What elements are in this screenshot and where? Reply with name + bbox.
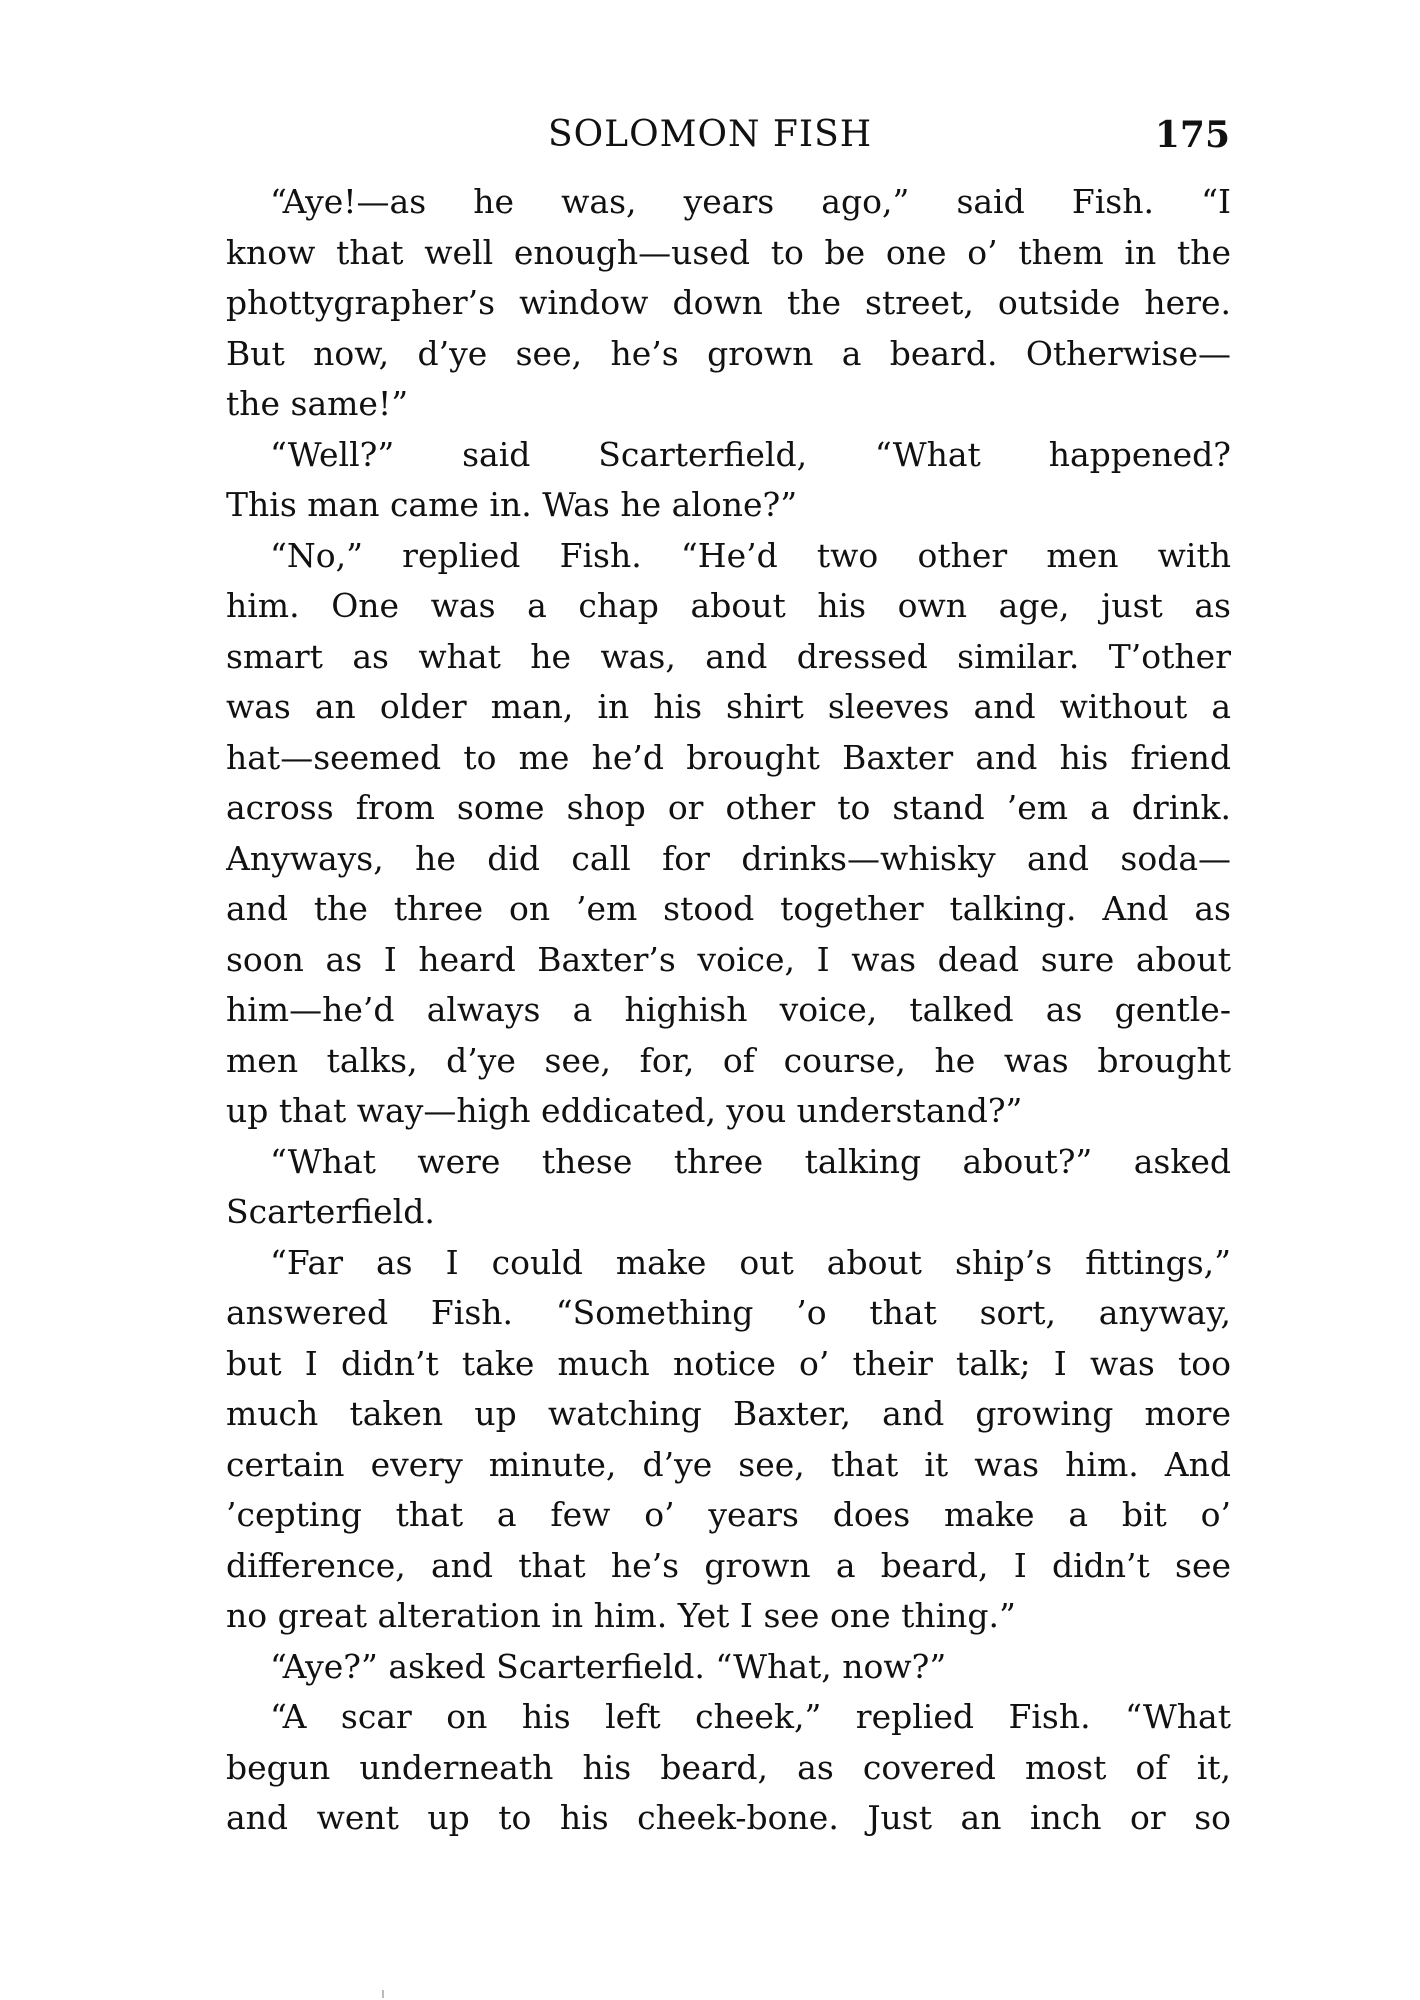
- text-line: smart as what he was, and dressed similar. T’other: [226, 636, 1231, 676]
- text-line: “Well?” said Scarterfield, “What happened?: [270, 434, 1231, 474]
- text-line: Anyways, he did call for drinks—whisky and soda—: [226, 838, 1231, 878]
- page-header: [228, 110, 1230, 170]
- text-line: him. One was a chap about his own age, just as: [226, 586, 1231, 625]
- text-line: no great alteration in him. Yet I see one thing.”: [226, 1596, 1016, 1635]
- scan-mark: [382, 1990, 384, 1998]
- text-line: “A scar on his left cheek,” replied Fish. “What: [270, 1697, 1231, 1736]
- text-line: “No,” replied Fish. “He’d two other men with: [270, 535, 1231, 575]
- text-line: was an older man, in his shirt sleeves and without a: [226, 687, 1231, 726]
- text-line: men talks, d’ye see, for, of course, he was brought: [226, 1040, 1231, 1080]
- text-line: the same!”: [226, 384, 409, 423]
- text-line: but I didn’t take much notice o’ their talk; I was too: [226, 1343, 1231, 1383]
- text-line: “What were these three talking about?” asked: [270, 1141, 1231, 1181]
- text-line: certain every minute, d’ye see, that it was him. And: [226, 1444, 1231, 1484]
- text-line: much taken up watching Baxter, and growing more: [226, 1394, 1231, 1433]
- text-line: and the three on ’em stood together talking. And as: [226, 889, 1231, 928]
- text-line: But now, d’ye see, he’s grown a beard. Otherwise—: [226, 333, 1231, 373]
- text-line: know that well enough—used to be one o’ them in the: [226, 232, 1231, 272]
- text-line: This man came in. Was he alone?”: [226, 485, 798, 524]
- page-number: 175: [1154, 114, 1230, 156]
- text-line: begun underneath his beard, as covered most of it,: [226, 1747, 1231, 1787]
- text-line: “Aye!—as he was, years ago,” said Fish. “I: [270, 182, 1231, 221]
- text-line: soon as I heard Baxter’s voice, I was dead sure about: [226, 939, 1231, 979]
- text-line: up that way—high eddicated, you understand?”: [226, 1091, 1023, 1130]
- text-line: phottygrapher’s window down the street, outside here.: [226, 283, 1231, 322]
- running-title: SOLOMON FISH: [548, 114, 873, 155]
- text-line: him—he’d always a highish voice, talked as gentle-: [226, 990, 1231, 1029]
- text-line: difference, and that he’s grown a beard, I didn’t see: [226, 1545, 1231, 1585]
- text-line: ’cepting that a few o’ years does make a bit o’: [226, 1495, 1231, 1534]
- text-line: Scarterfield.: [226, 1192, 435, 1231]
- text-line: hat—seemed to me he’d brought Baxter and his friend: [226, 737, 1231, 777]
- body-text: [226, 177, 1231, 1844]
- text-line: across from some shop or other to stand ’em a drink.: [226, 788, 1231, 827]
- text-line: “Far as I could make out about ship’s fittings,”: [270, 1242, 1231, 1282]
- text-line: “Aye?” asked Scarterfield. “What, now?”: [270, 1646, 947, 1686]
- text-line: answered Fish. “Something ’o that sort, anyway,: [226, 1293, 1231, 1332]
- text-line: and went up to his cheek-bone. Just an inch or so: [226, 1798, 1231, 1837]
